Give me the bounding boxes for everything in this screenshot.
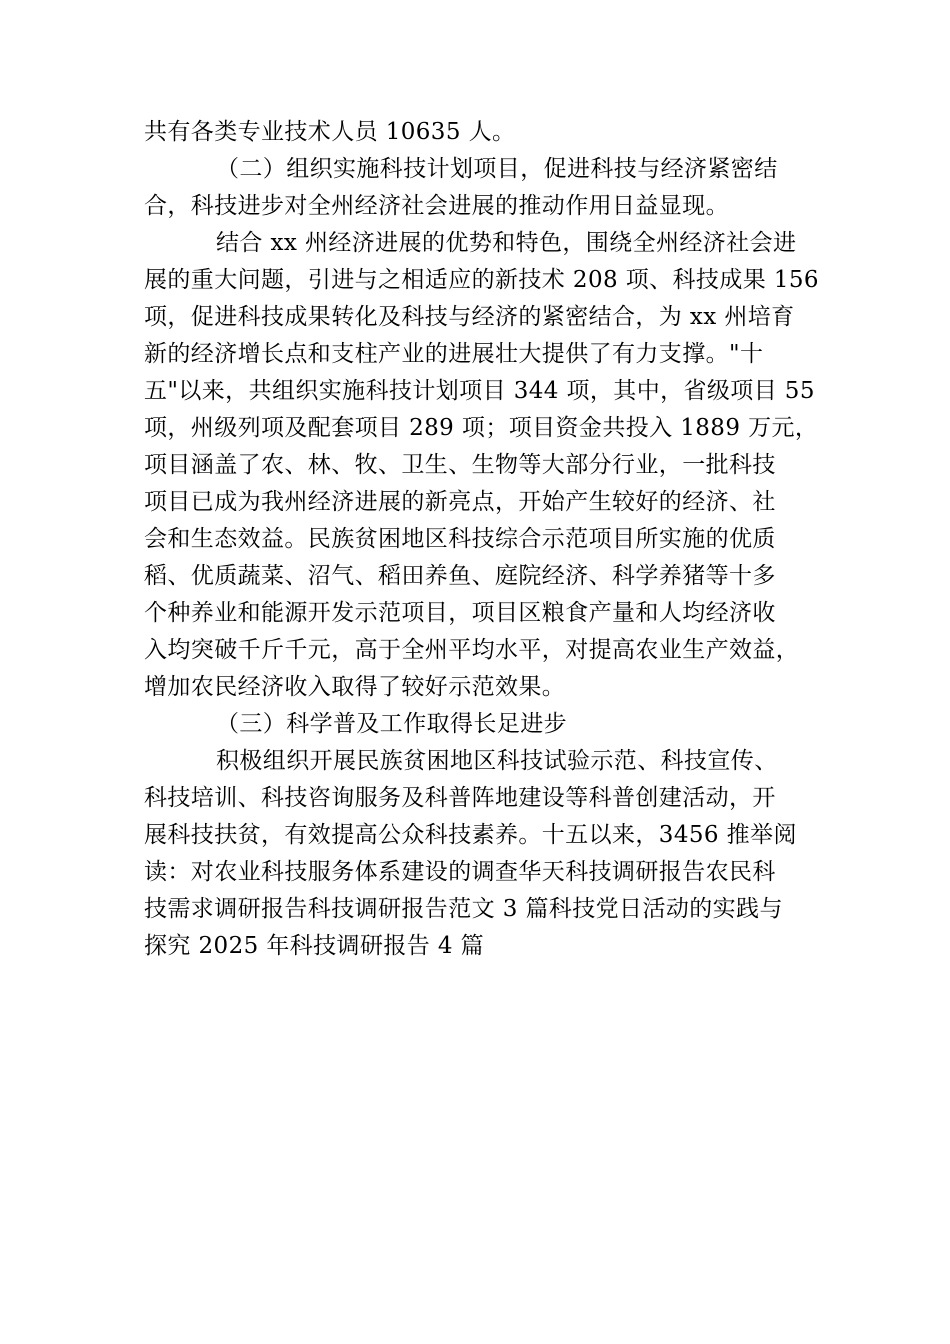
text-line: 读：对农业科技服务体系建设的调查华天科技调研报告农民科 [144, 859, 776, 885]
text-line: 共有各类专业技术人员 10635 人。 [144, 119, 516, 145]
paragraph-start: 结合 xx 州经济进展的优势和特色，围绕全州经济社会进 [216, 230, 797, 256]
text-line: 项，州级列项及配套项目 289 项；项目资金共投入 1889 万元， [144, 415, 819, 441]
text-line: 五"以来，共组织实施科技计划项目 344 项，其中，省级项目 55 [144, 378, 815, 404]
text-line: 个种养业和能源开发示范项目，项目区粮食产量和人均经济收 [144, 600, 776, 626]
text-line: 展科技扶贫，有效提高公众科技素养。十五以来，3456 推举阅 [144, 822, 797, 848]
document-body [144, 114, 819, 965]
text-line: 探究 2025 年科技调研报告 4 篇 [144, 933, 485, 959]
text-line: 项，促进科技成果转化及科技与经济的紧密结合，为 xx 州培育 [144, 304, 795, 330]
text-line: 会和生态效益。民族贫困地区科技综合示范项目所实施的优质 [144, 526, 776, 552]
text-line: 新的经济增长点和支柱产业的进展壮大提供了有力支撑。"十 [144, 341, 764, 367]
section-heading-2: （二）组织实施科技计划项目，促进科技与经济紧密结 [216, 156, 778, 182]
text-line: 技需求调研报告科技调研报告范文 3 篇科技党日活动的实践与 [144, 896, 783, 922]
text-line: 展的重大问题，引进与之相适应的新技术 208 项、科技成果 156 [144, 267, 819, 293]
text-line: 合，科技进步对全州经济社会进展的推动作用日益显现。 [144, 193, 729, 219]
text-line: 科技培训、科技咨询服务及科普阵地建设等科普创建活动，开 [144, 785, 776, 811]
text-line: 项目涵盖了农、林、牧、卫生、生物等大部分行业，一批科技 [144, 452, 776, 478]
paragraph-start: 积极组织开展民族贫困地区科技试验示范、科技宣传、 [216, 748, 778, 774]
section-heading-3: （三）科学普及工作取得长足进步 [216, 711, 567, 737]
text-line: 项目已成为我州经济进展的新亮点，开始产生较好的经济、社 [144, 489, 776, 515]
text-line: 增加农民经济收入取得了较好示范效果。 [144, 674, 566, 700]
text-line: 稻、优质蔬菜、沼气、稻田养鱼、庭院经济、科学养猪等十多 [144, 563, 776, 589]
text-line: 入均突破千斤千元，高于全州平均水平，对提高农业生产效益， [144, 637, 800, 663]
